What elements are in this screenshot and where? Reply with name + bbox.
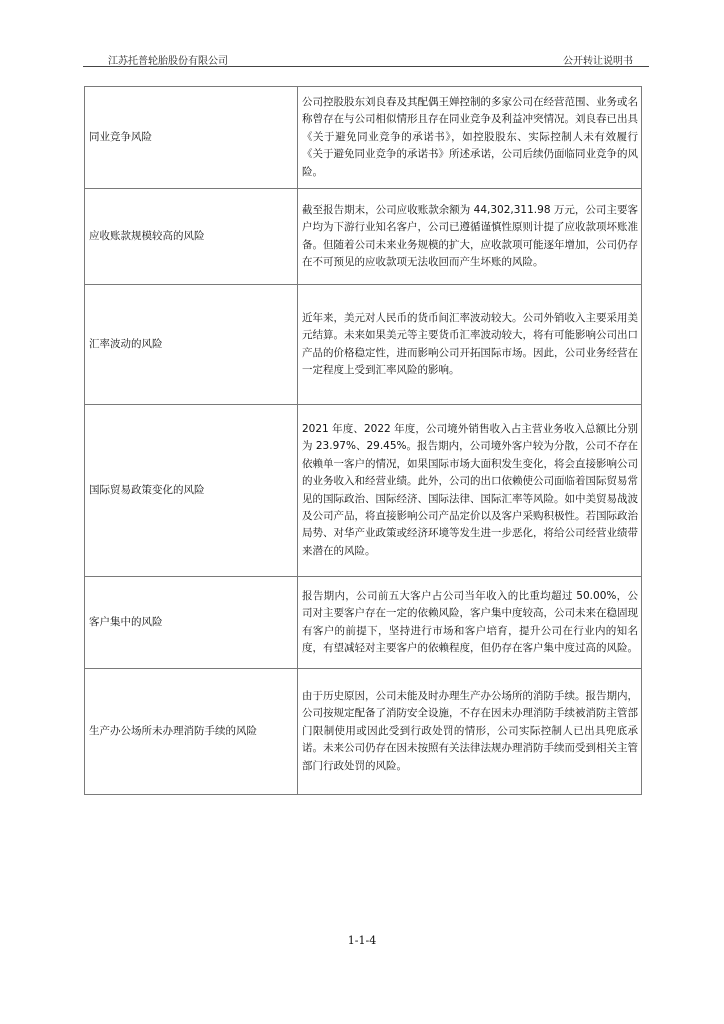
table-row bbox=[85, 577, 642, 669]
risk-name: 应收账款规模较高的风险 bbox=[85, 189, 298, 285]
header-document-title: 公开转让说明书 bbox=[563, 56, 633, 67]
risk-description: 公司控股股东刘良春及其配偶王婵控制的多家公司在经营范围、业务或名称曾存在与公司相似情形且存在同业竞争及利益冲突情况。刘良春已出具《关于避免同业竞争的承诺书》，如控股股东、实际控制人未有效履行《关于避免同业竞争的承诺书》所述承诺，公司后续仍面临同业竞争的风险。 bbox=[298, 87, 642, 189]
risk-name: 生产办公场所未办理消防手续的风险 bbox=[85, 669, 298, 795]
risk-description: 由于历史原因，公司未能及时办理生产办公场所的消防手续。报告期内，公司按规定配备了消防安全设施，不存在因未办理消防手续被消防主管部门限制使用或因此受到行政处罚的情形，公司实际控制人已出具兜底承诺。未来公司仍存在因未按照有关法律法规办理消防手续而受到相关主管部门行政处罚的风险。 bbox=[298, 669, 642, 795]
page-header bbox=[108, 48, 633, 66]
risk-table bbox=[84, 86, 642, 795]
risk-description: 2021 年度、2022 年度，公司境外销售收入占主营业务收入总额比分别为 23.97%、29.45%。报告期内，公司境外客户较为分散，公司不存在依赖单一客户的情况，如果国际市场大面积发生变化，将会直接影响公司的业务收入和经营业绩。此外，公司的出口依赖使公司面临着国际贸易常见的国际政治、国际经济、国际法律、国际汇率等风险。如中美贸易战波及公司产品，将直接影响公司产品定价以及客户采购积极性。若国际政治局势、对华产业政策或经济环境等发生进一步恶化，将给公司经营业绩带来潜在的风险。 bbox=[298, 405, 642, 577]
risk-name: 国际贸易政策变化的风险 bbox=[85, 405, 298, 577]
header-divider bbox=[83, 66, 649, 67]
page-number: 1-1-4 bbox=[347, 934, 377, 947]
risk-name: 同业竞争风险 bbox=[85, 87, 298, 189]
risk-description: 报告期内，公司前五大客户占公司当年收入的比重均超过 50.00%，公司对主要客户存在一定的依赖风险，客户集中度较高，公司未来在稳固现有客户的前提下，坚持进行市场和客户培育，提升公司在行业内的知名度，有望减轻对主要客户的依赖程度，但仍存在客户集中度过高的风险。 bbox=[298, 577, 642, 669]
risk-description: 近年来，美元对人民币的货币间汇率波动较大。公司外销收入主要采用美元结算。未来如果美元等主要货币汇率波动较大，将有可能影响公司出口产品的价格稳定性，进而影响公司开拓国际市场。因此，公司业务经营在一定程度上受到汇率风险的影响。 bbox=[298, 285, 642, 405]
table-row bbox=[85, 405, 642, 577]
risk-name: 客户集中的风险 bbox=[85, 577, 298, 669]
table-row bbox=[85, 669, 642, 795]
header-company-name: 江苏托普轮胎股份有限公司 bbox=[108, 56, 228, 67]
table-row bbox=[85, 285, 642, 405]
table-row bbox=[85, 87, 642, 189]
table-row bbox=[85, 189, 642, 285]
risk-description: 截至报告期末，公司应收账款余额为 44,302,311.98 万元，公司主要客户均为下游行业知名客户，公司已遵循谨慎性原则计提了应收款项坏账准备。但随着公司未来业务规模的扩大，应收款项可能逐年增加，公司仍存在不可预见的应收款项无法收回而产生坏账的风险。 bbox=[298, 189, 642, 285]
risk-name: 汇率波动的风险 bbox=[85, 285, 298, 405]
